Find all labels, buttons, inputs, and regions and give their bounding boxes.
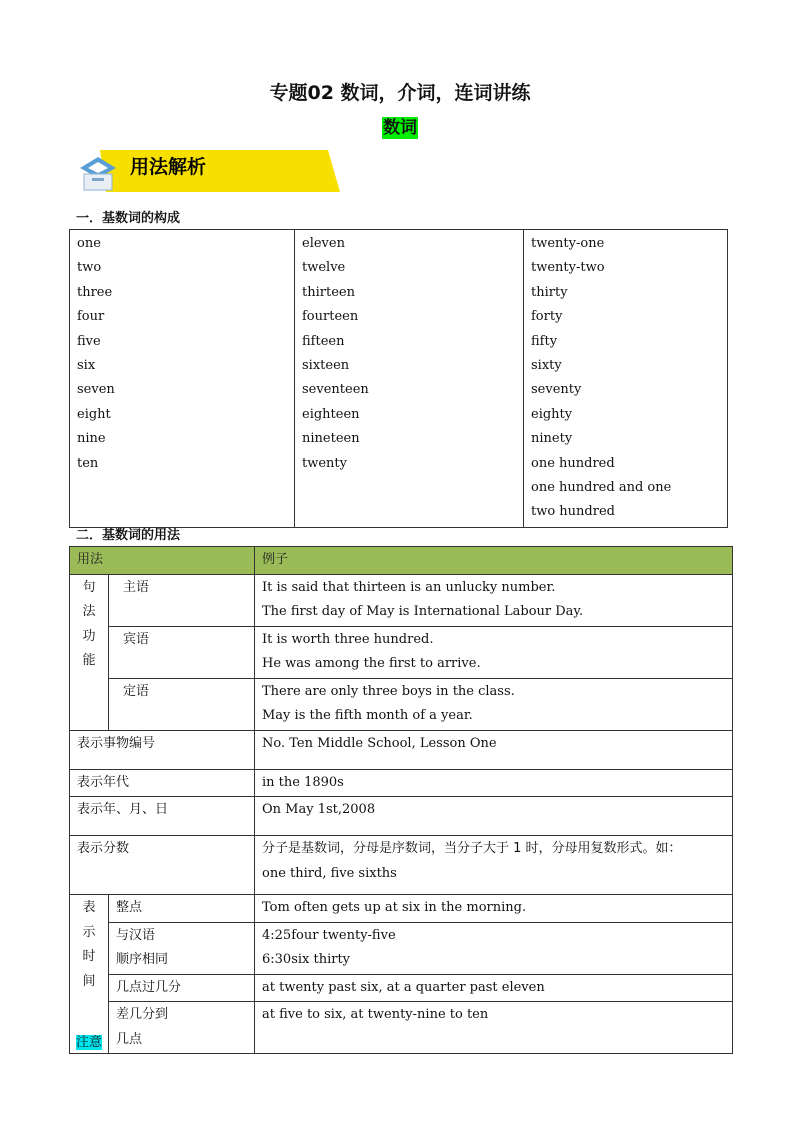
cardinal-word: forty <box>531 309 563 325</box>
group-char: 表 <box>82 900 96 915</box>
cardinal-word: three <box>77 284 113 300</box>
syntax-function-label <box>70 574 109 730</box>
cardinal-table <box>69 229 728 528</box>
usage-label: 宾语 <box>109 626 255 678</box>
cardinal-word: thirteen <box>302 284 355 300</box>
usage-label: 整点 <box>109 895 255 923</box>
usage-label: 定语 <box>109 678 255 730</box>
usage-example: at twenty past six, at a quarter past eleven <box>255 974 733 1002</box>
label-line: 顺序相同 <box>116 952 169 967</box>
table-header-row <box>70 547 733 575</box>
cardinal-word: fifteen <box>302 333 345 349</box>
cardinal-word: sixty <box>531 358 562 374</box>
section-subtitle: 数词 <box>383 118 417 138</box>
table-row <box>70 769 733 797</box>
table-row <box>70 974 733 1002</box>
group-char: 示 <box>82 924 96 940</box>
cardinal-word: six <box>77 358 96 374</box>
example-line: It is worth three hundred. <box>262 631 434 647</box>
usage-example: On May 1st,2008 <box>255 797 733 836</box>
usage-example: No. Ten Middle School, Lesson One <box>255 730 733 769</box>
cardinal-word: twelve <box>302 260 346 276</box>
group-char: 间 <box>82 973 96 989</box>
usage-example <box>255 836 733 895</box>
label-line: 差几分到 <box>116 1007 169 1022</box>
group-char: 能 <box>82 653 96 668</box>
usage-example: Tom often gets up at six in the morning. <box>255 895 733 923</box>
table-row <box>70 895 733 923</box>
cardinal-word: four <box>77 309 105 325</box>
example-line: 分子是基数词，分母是序数词，当分子大于 1 时，分母用复数形式。如： <box>262 841 682 856</box>
banner-label: 用法解析 <box>130 156 207 178</box>
cardinal-word: sixteen <box>302 358 350 374</box>
group-char: 法 <box>82 604 96 619</box>
cardinal-word: seventy <box>531 382 582 398</box>
cardinal-column-1 <box>70 230 295 528</box>
cardinal-word: one hundred <box>531 455 615 471</box>
usage-label: 主语 <box>109 574 255 626</box>
note-label: 注意 <box>76 1035 103 1050</box>
cardinal-word: ninety <box>531 431 573 447</box>
label-line: 与汉语 <box>116 927 156 943</box>
table-row <box>70 836 733 895</box>
example-line: There are only three boys in the class. <box>262 683 515 699</box>
cardinal-word: fifty <box>531 333 558 349</box>
group-char: 功 <box>82 628 96 644</box>
usage-label: 表示年代 <box>70 769 255 797</box>
cardinal-word: one <box>77 236 101 251</box>
cardinal-word: ten <box>77 455 99 471</box>
cardinal-word: twenty <box>302 455 347 471</box>
example-line: one third, five sixths <box>262 865 397 881</box>
table-row <box>70 797 733 836</box>
cardinal-word: two <box>77 260 102 276</box>
example-line: The first day of May is International Labour Day. <box>262 604 584 619</box>
usage-banner <box>78 150 340 192</box>
section-heading-formation: 一．基数词的构成 <box>76 211 181 226</box>
cardinal-column-3 <box>524 230 728 528</box>
example-line: May is the fifth month of a year. <box>262 708 473 723</box>
cardinal-word: twenty-two <box>531 260 605 276</box>
header-examples: 例子 <box>255 547 733 575</box>
cardinal-word: eighteen <box>302 406 360 422</box>
cardinal-word: thirty <box>531 284 568 300</box>
group-char: 时 <box>82 949 96 964</box>
section-heading-usage: 二．基数词的用法 <box>76 528 181 543</box>
time-expression-label <box>70 895 109 1054</box>
usage-example <box>255 574 733 626</box>
cardinal-column-2 <box>295 230 524 528</box>
example-line: 6:30six thirty <box>262 952 351 967</box>
usage-label <box>109 922 255 974</box>
usage-label: 表示分数 <box>70 836 255 895</box>
cardinal-word: fourteen <box>302 309 359 325</box>
example-line: He was among the first to arrive. <box>262 656 481 671</box>
usage-example: in the 1890s <box>255 769 733 797</box>
header-usage: 用法 <box>70 547 255 575</box>
table-row <box>70 1002 733 1054</box>
example-line: 4:25four twenty-five <box>262 927 396 943</box>
page-title: 专题02 数词，介词，连词讲练 <box>269 82 531 104</box>
usage-example <box>255 626 733 678</box>
cardinal-word: eighty <box>531 406 573 422</box>
example-line: It is said that thirteen is an unlucky number. <box>262 579 556 595</box>
cardinal-word: two hundred <box>531 504 615 520</box>
group-char: 句 <box>82 579 96 595</box>
cardinal-word: seventeen <box>302 382 369 398</box>
cardinal-word: one hundred and one <box>531 480 672 496</box>
usage-label: 表示事物编号 <box>70 730 255 769</box>
table-row <box>70 922 733 974</box>
graduation-cap-icon <box>78 156 118 192</box>
table-row <box>70 730 733 769</box>
usage-example: at five to six, at twenty-nine to ten <box>255 1002 733 1054</box>
cardinal-word: five <box>77 333 101 349</box>
cardinal-word: seven <box>77 382 115 398</box>
usage-table <box>69 546 733 1054</box>
table-row <box>70 678 733 730</box>
cardinal-word: eleven <box>302 236 345 251</box>
cardinal-word: nineteen <box>302 431 360 447</box>
table-row <box>70 626 733 678</box>
cardinal-word: nine <box>77 431 106 447</box>
usage-label: 几点过几分 <box>109 974 255 1002</box>
usage-label: 表示年、月、日 <box>70 797 255 836</box>
cardinal-word: twenty-one <box>531 236 605 251</box>
usage-example <box>255 678 733 730</box>
cardinal-word: eight <box>77 406 111 422</box>
table-row <box>70 574 733 626</box>
usage-label <box>109 1002 255 1054</box>
usage-example <box>255 922 733 974</box>
label-line: 几点 <box>116 1031 143 1047</box>
